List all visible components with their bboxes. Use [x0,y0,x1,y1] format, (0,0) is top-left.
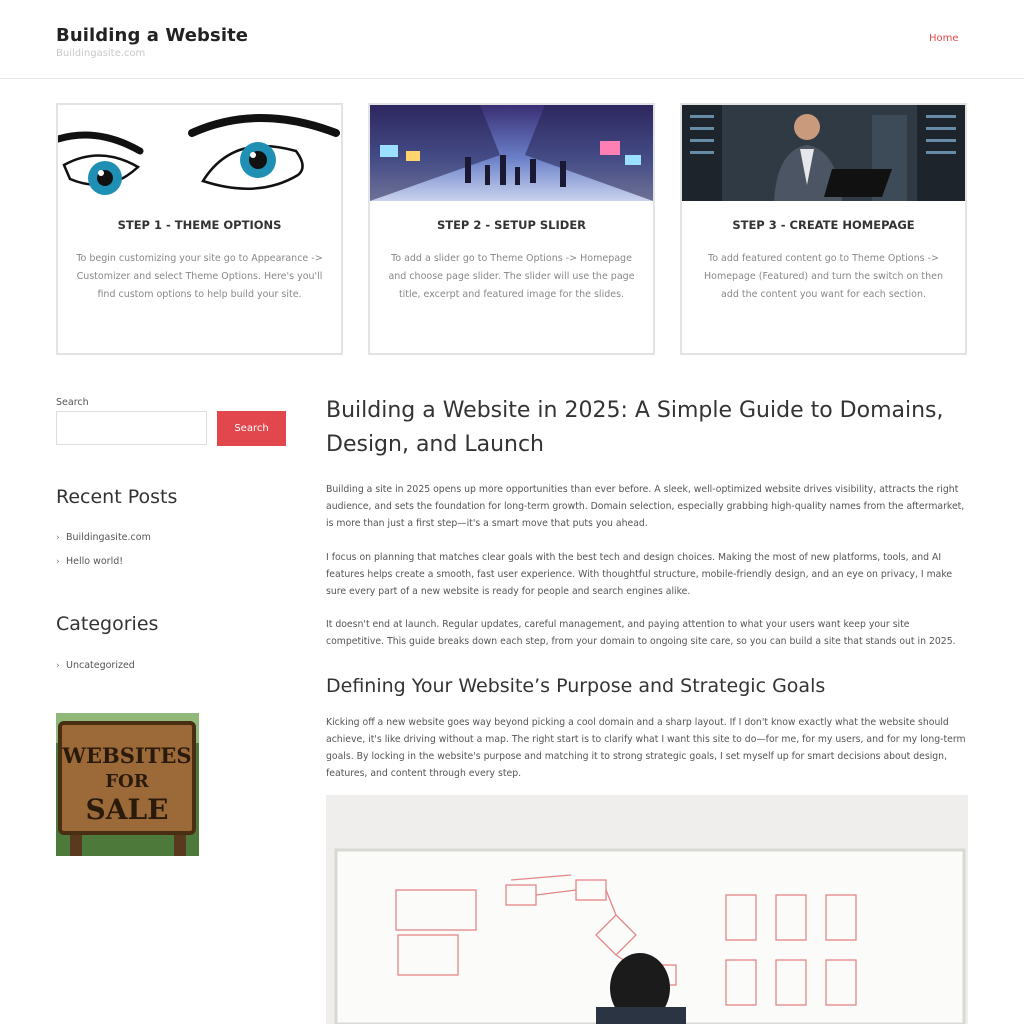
section-heading: Defining Your Website’s Purpose and Strategic Goals [326,674,826,697]
feature-card-title: STEP 1 - THEME OPTIONS [117,218,282,232]
search-label: Search [56,397,89,408]
search-input[interactable] [56,411,207,445]
whiteboard-image [326,795,968,1024]
recent-post-label: Buildingasite.com [66,532,151,543]
recent-posts-title: Recent Posts [56,486,178,508]
site-tagline: Buildingasite.com [56,48,146,59]
feature-card-description: To add featured content go to Theme Options -> Homepage (Featured) and turn the switch on then add the content you want for each section. [703,253,943,300]
article [326,394,968,782]
site-header [0,0,1024,79]
chevron-right-icon: › [56,557,60,567]
websites-for-sale-image[interactable] [56,713,199,856]
feature-card-1[interactable] [56,103,343,355]
chevron-right-icon: › [56,661,60,671]
feature-card-3[interactable] [680,103,967,355]
category-link[interactable] [56,660,135,671]
categories-title: Categories [56,613,159,635]
futuristic-hall-image [370,105,653,201]
article-paragraph: Kicking off a new website goes way beyond picking a cool domain and a sharp layout. If I don't know exactly what the website should achieve, it's like driving without a map. The right start is to clarify what I want this site to do—for me, for my users, and for my long-term goals. By locking in the website's purpose and matching it to strong strategic goals, I set myself up for smart decisions about design, features, and content through every step. [326,716,966,780]
feature-card-title: STEP 2 - SETUP SLIDER [436,218,587,232]
sign-text-websites: WEBSITES [62,743,192,768]
site-title[interactable]: Building a Website [56,25,249,46]
article-paragraph: I focus on planning that matches clear goals with the best tech and design choices. Making the most of new platforms, tools, and AI features helps create a smooth, fast user experience. With thoughtful structure, mobile-friendly design, and an eye on privacy, I make sure every part of a new website is ready for people and search engines alike. [326,551,953,598]
chevron-right-icon: › [56,533,60,543]
feature-card-description: To add a slider go to Theme Options -> Homepage and choose page slider. The slider will use the page title, excerpt and featured image for the slides. [388,253,635,300]
search-button[interactable]: Search [217,411,286,446]
feature-card-title: STEP 3 - CREATE HOMEPAGE [732,218,915,232]
sign-text-sale: SALE [85,793,169,826]
recent-post-link[interactable] [56,556,123,567]
recent-post-label: Hello world! [66,556,124,567]
recent-post-link[interactable] [56,532,151,543]
feature-card-description: To begin customizing your site go to Appearance -> Customizer and select Theme Options. Here's you'll find custom options to help build your site. [76,253,323,300]
nav-home-link[interactable]: Home [929,33,959,44]
category-label: Uncategorized [66,660,135,671]
article-paragraph: It doesn't end at launch. Regular updates, careful management, and paying attention to what your users want keep your site competitive. This guide breaks down each step, from your domain to ongoing site care, so you can build a site that stands out in 2025. [326,619,956,648]
feature-card-2[interactable] [368,103,655,355]
article-paragraph: Building a site in 2025 opens up more opportunities than ever before. A sleek, well-optimized website drives visibility, attracts the right audience, and sets the foundation for long-term growth. Domain selection, especially grabbing high-quality names from the aftermarket, is more than just a first step—it's a smart move that puts you ahead. [326,484,965,530]
eyes-illustration [58,105,341,201]
article-title: Building a Website in 2025: A Simple Guide to Domains, Design, and Launch [326,398,944,457]
sign-text-for: FOR [105,771,149,792]
server-room-image [682,105,965,201]
